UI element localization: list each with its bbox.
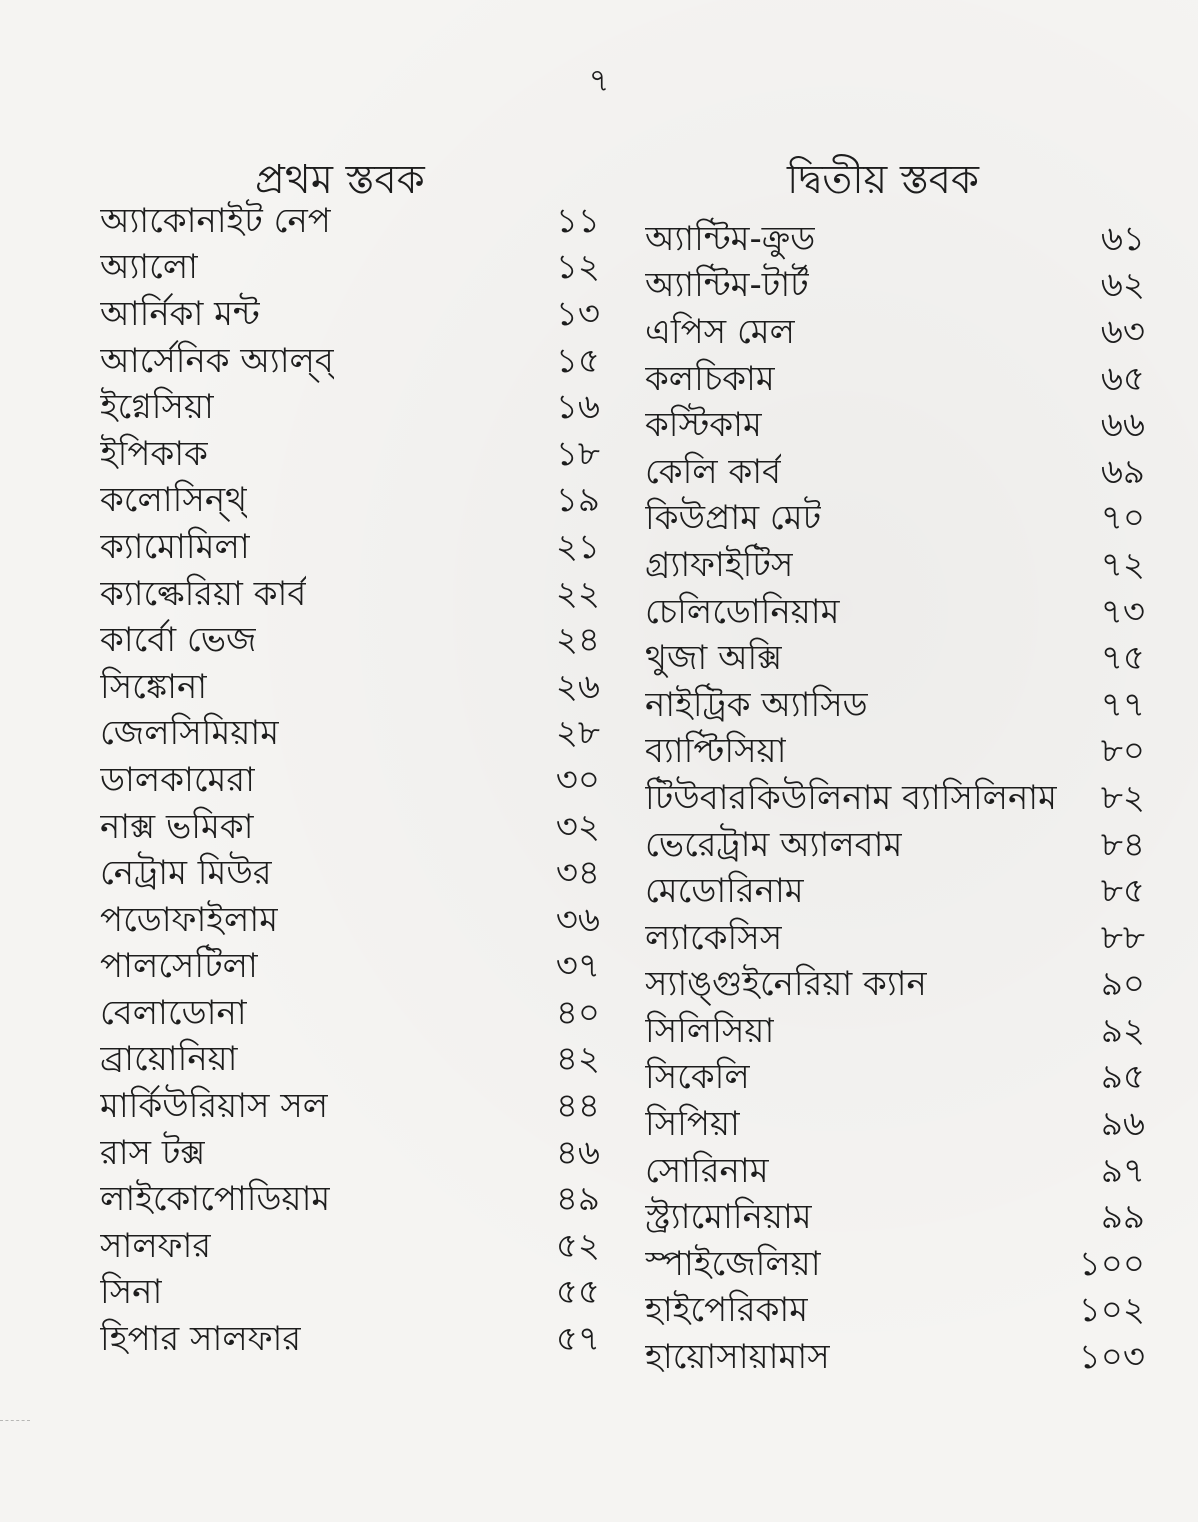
list-item	[100, 759, 600, 806]
page-ref: ১০০	[1078, 1243, 1145, 1284]
list-item	[100, 1039, 600, 1086]
remedy-name: ইগ্নেসিয়া	[100, 387, 214, 428]
remedy-name: অ্যাকোনাইট নেপ	[100, 200, 331, 241]
page-ref: ৩৪	[555, 853, 600, 894]
remedy-name: কলোসিন্থ্‌	[100, 480, 248, 521]
list-item	[645, 358, 1145, 405]
list-item	[100, 1225, 600, 1272]
list-item	[100, 480, 600, 527]
section-heading-second: দ্বিতীয় স্তবক	[787, 157, 979, 203]
page-ref: ৩৭	[555, 946, 600, 987]
first-section-list	[100, 200, 600, 1365]
remedy-name: কার্বো ভেজ	[100, 620, 257, 661]
page-ref: ৬৩	[1100, 311, 1145, 352]
page-ref: ৭৭	[1100, 684, 1145, 725]
page-ref: ৭৩	[1100, 591, 1145, 632]
page-ref: ৫২	[555, 1225, 600, 1266]
remedy-name: জেলসিমিয়াম	[100, 713, 280, 754]
list-item	[100, 1178, 600, 1225]
list-item	[100, 619, 600, 666]
list-item	[100, 1132, 600, 1179]
list-item	[645, 777, 1145, 824]
remedy-name: হায়োসায়ামাস	[645, 1337, 830, 1378]
page-ref: ৪০	[555, 992, 600, 1033]
list-item	[645, 1010, 1145, 1057]
remedy-name: কেলি কার্ব	[645, 451, 782, 492]
remedy-name: সিপিয়া	[645, 1104, 740, 1145]
page-ref: ৯৬	[1100, 1104, 1145, 1145]
page-ref: ৬১	[1100, 218, 1145, 259]
page-ref: ৭৫	[1100, 638, 1145, 679]
list-item	[645, 964, 1145, 1011]
page-ref: ৯০	[1100, 964, 1145, 1005]
remedy-name: বেলাডোনা	[100, 992, 247, 1033]
list-item	[645, 684, 1145, 731]
remedy-name: সিনা	[100, 1272, 163, 1313]
page-ref: ৯২	[1100, 1010, 1145, 1051]
remedy-name: অ্যান্টিম-টার্ট	[645, 265, 809, 306]
remedy-name: স্ট্র্যামোনিয়াম	[645, 1197, 812, 1238]
remedy-name: ব্যাপ্টিসিয়া	[645, 731, 787, 772]
page-ref: ৮২	[1100, 777, 1145, 818]
page-ref: ৯৯	[1100, 1197, 1145, 1238]
remedy-name: সিঙ্কোনা	[100, 666, 208, 707]
list-item	[645, 637, 1145, 684]
list-item	[645, 544, 1145, 591]
list-item	[100, 899, 600, 946]
remedy-name: পডোফাইলাম	[100, 899, 279, 940]
page-ref: ২৬	[555, 666, 600, 707]
list-item	[100, 1085, 600, 1132]
page-ref: ৬৯	[1100, 451, 1145, 492]
section-heading-first: প্রথম স্তবক	[255, 157, 425, 203]
page-ref: ৭০	[1100, 498, 1145, 539]
remedy-name: হাইপেরিকাম	[645, 1290, 809, 1331]
remedy-name: হিপার সালফার	[100, 1319, 302, 1360]
page-ref: ৫৫	[555, 1272, 600, 1313]
list-item	[645, 498, 1145, 545]
remedy-name: রাস টক্স	[100, 1132, 206, 1173]
page-ref: ১৩	[555, 293, 600, 334]
page-ref: ৩০	[555, 759, 600, 800]
page-ref: ৮০	[1100, 731, 1145, 772]
remedy-name: অ্যালো	[100, 247, 199, 288]
page-ref: ৫৭	[555, 1319, 600, 1360]
page-ref: ৮৮	[1100, 917, 1145, 958]
list-item	[645, 311, 1145, 358]
list-item	[100, 806, 600, 853]
remedy-name: স্যাঙ্গুইনেরিয়া ক্যান	[645, 964, 927, 1005]
list-item	[100, 946, 600, 993]
list-item	[645, 1336, 1145, 1383]
page-ref: ৪৯	[555, 1179, 600, 1220]
remedy-name: আর্নিকা মন্ট	[100, 293, 260, 334]
list-item	[100, 573, 600, 620]
list-item	[645, 1243, 1145, 1290]
remedy-name: ক্যাল্কেরিয়া কার্ব	[100, 573, 307, 614]
list-item	[100, 200, 600, 247]
list-item	[100, 666, 600, 713]
remedy-name: সিকেলি	[645, 1057, 750, 1098]
page-ref: ৯৫	[1100, 1057, 1145, 1098]
list-item	[100, 340, 600, 387]
list-item	[100, 386, 600, 433]
second-section-list	[645, 218, 1145, 1383]
page-ref: ৯৭	[1100, 1150, 1145, 1191]
remedy-name: ব্রায়োনিয়া	[100, 1039, 238, 1080]
remedy-name: মেডোরিনাম	[645, 871, 804, 912]
remedy-name: ক্যামোমিলা	[100, 526, 250, 567]
page-ref: ১২	[555, 247, 600, 288]
list-item	[100, 992, 600, 1039]
remedy-name: কলচিকাম	[645, 358, 775, 399]
remedy-name: সোরিনাম	[645, 1150, 769, 1191]
list-item	[645, 917, 1145, 964]
remedy-name: লাইকোপোডিয়াম	[100, 1179, 331, 1220]
list-item	[645, 451, 1145, 498]
remedy-name: সিলিসিয়া	[645, 1010, 775, 1051]
page-ref: ৬৬	[1100, 405, 1145, 446]
page-ref: ১৯	[555, 480, 600, 521]
margin-mark	[0, 1410, 30, 1421]
remedy-name: ডালকামেরা	[100, 759, 255, 800]
page-ref: ২২	[555, 573, 600, 614]
list-item	[100, 1318, 600, 1365]
page-number: ৭	[588, 61, 610, 99]
page-ref: ২৪	[555, 620, 600, 661]
list-item	[645, 1290, 1145, 1337]
page-ref: ৪৬	[555, 1132, 600, 1173]
list-item	[645, 404, 1145, 451]
list-item	[645, 265, 1145, 312]
remedy-name: মার্কিউরিয়াস সল	[100, 1086, 329, 1127]
list-item	[100, 1272, 600, 1319]
list-item	[100, 247, 600, 294]
list-item	[645, 1150, 1145, 1197]
remedy-name: কস্টিকাম	[645, 405, 762, 446]
page-ref: ২১	[555, 526, 600, 567]
list-item	[100, 293, 600, 340]
remedy-name: সালফার	[100, 1225, 212, 1266]
remedy-name: এপিস মেল	[645, 311, 795, 352]
page-ref: ১৮	[555, 433, 600, 474]
page-ref: ১১	[555, 200, 600, 241]
page-ref: ১৫	[555, 340, 600, 381]
list-item	[645, 731, 1145, 778]
remedy-name: ইপিকাক	[100, 433, 208, 474]
page-ref: ১০৩	[1078, 1337, 1145, 1378]
remedy-name: ভেরেট্রাম অ্যালবাম	[645, 824, 903, 865]
page-ref: ৬২	[1100, 265, 1145, 306]
page-ref: ৭২	[1100, 544, 1145, 585]
list-item	[100, 713, 600, 760]
page-ref: ৬৫	[1100, 358, 1145, 399]
remedy-name: টিউবারকিউলিনাম ব্যাসিলিনাম	[645, 777, 1058, 818]
page-ref: ৪২	[555, 1039, 600, 1080]
list-item	[645, 1196, 1145, 1243]
page-ref: ৪৪	[555, 1086, 600, 1127]
remedy-name: ল্যাকেসিস	[645, 917, 783, 958]
remedy-name: নাক্স ভমিকা	[100, 806, 254, 847]
remedy-name: নেট্রাম মিউর	[100, 853, 272, 894]
page-ref: ২৮	[555, 713, 600, 754]
remedy-name: পালসেটিলা	[100, 946, 258, 987]
remedy-name: স্পাইজেলিয়া	[645, 1243, 821, 1284]
list-item	[645, 1103, 1145, 1150]
list-item	[645, 591, 1145, 638]
remedy-name: আর্সেনিক অ্যাল্‌ব্‌	[100, 340, 334, 381]
page-ref: ১০২	[1078, 1290, 1145, 1331]
list-item	[645, 218, 1145, 265]
list-item	[645, 870, 1145, 917]
page-ref: ১৬	[555, 387, 600, 428]
list-item	[100, 433, 600, 480]
remedy-name: চেলিডোনিয়াম	[645, 591, 840, 632]
list-item	[100, 852, 600, 899]
page-ref: ৮৫	[1100, 871, 1145, 912]
list-item	[100, 526, 600, 573]
remedy-name: অ্যান্টিম-ক্রুড	[645, 218, 816, 259]
list-item	[645, 1057, 1145, 1104]
remedy-name: নাইট্রিক অ্যাসিড	[645, 684, 868, 725]
page-ref: ৮৪	[1100, 824, 1145, 865]
page-ref: ৩২	[555, 806, 600, 847]
remedy-name: গ্র্যাফাইটিস	[645, 544, 794, 585]
remedy-name: কিউপ্রাম মেট	[645, 498, 822, 539]
page-ref: ৩৬	[555, 899, 600, 940]
remedy-name: থুজা অক্সি	[645, 638, 783, 679]
list-item	[645, 824, 1145, 871]
